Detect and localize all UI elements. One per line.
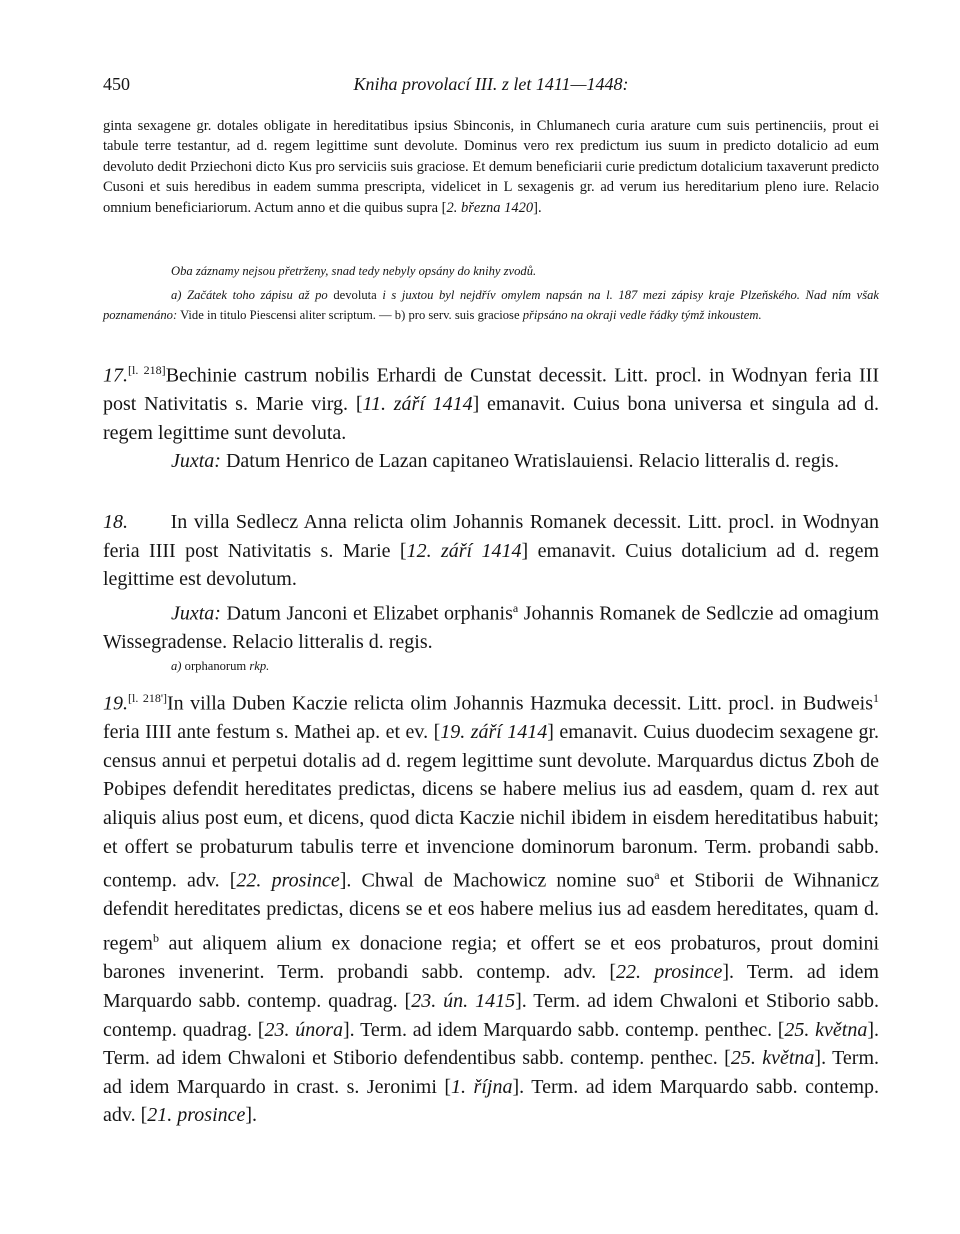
date: 12. září 1414 [406,539,522,562]
date: 19. září 1414 [440,721,548,744]
entry-number: 18. [103,511,128,533]
folio-marker: [l. 218'] [128,691,167,705]
footnote-top: a) Začátek toho zápisu až po devoluta i s juxtou byl nejdřív omylem napsán na l. 187 mezi zápisy kraje Plzeňského. Nad ním však poznamenáno: Vide in titulo Piescensi aliter scriptum. — b) pro serv. suis graciose připsáno na okraji vedle řádky týmž inkoustem. [103,288,879,322]
entry-18-footnote: a) orphanorum rkp. [171,658,270,673]
running-title: Kniha provolací III. z let 1411—1448: [353,74,629,94]
entry-18-text: 18. In villa Sedlecz Anna relicta olim Johannis Romanek decessit. Litt. procl. in Wodnyan feria IIII post Nativitatis s. Marie [12. září 1414] emanavit. Cuius dotalicium ad d. regem legittime est devolutum. [103,511,880,591]
folio-marker: [l. 218] [128,363,166,377]
date: 25. května [730,1047,815,1070]
date: 25. května [784,1018,868,1041]
date: 22. prosince [616,961,723,984]
running-header [103,74,879,98]
entry-number: 19. [103,692,128,715]
date: 21. prosince [147,1104,246,1127]
entry-18 [103,508,879,676]
page-number: 450 [103,74,130,94]
entry-17-juxta: Juxta: Datum Henrico de Lazan capitaneo Wratislauiensi. Relacio litteralis d. regis. [171,450,840,473]
entry-17-text: 17.[l. 218]Bechinie castrum nobilis Erhardi de Cunstat decessit. Litt. procl. in Wodnyan feria III post Nativitatis s. Marie virg. [11. září 1414] emanavit. Cuius bona universa et singula ad d. regem legittime sunt devoluta. [103,363,880,444]
entry-18-juxta: Juxta: Datum Janconi et Elizabet orphanis$^a$ Johannis Romanek de Sedlczie ad omagium Wissegradense. Relacio litteralis d. regis. [103,600,880,654]
date: 22. prosince [236,869,340,892]
date: 1. října [451,1075,513,1098]
date: 23. ún. 1415 [411,989,516,1012]
date: 11. září 1414 [362,393,473,416]
entry-number: 17. [103,364,128,387]
top-paragraph: ginta sexagene gr. dotales obligate in hereditatibus ipsius Sbinconis, in Chlumanech curia arature cum suis pertinenciis, prout ei tabule terre testantur, ad d. regem legittime sunt devolute. Dominus vero rex predictum ius suum in predicto dotalicio ad eum devoluto dedit Prziechoni dicto Kus pro serviciis suis graciose. Et demum beneficiarii curie predictum dotalicium taxaverunt predicto Cusoni et suis heredibus in eadem summa prescripta, videlicet in L sexagenis gr. ad verum ius hereditarium pleno iure. Relacio omnium beneficiariorum. Actum anno et die quibus supra [2. března 1420]. [103,118,879,216]
date: 2. března 1420 [446,199,534,216]
entry-17 [103,356,879,476]
entry-19: 19.[l. 218']In villa Duben Kaczie relicta olim Johannis Hazmuka decessit. Litt. procl. in Budweis$^1$ feria IIII ante festum s. Mathei ap. et ev. [19. září 1414] emanavit. Cuius duodecim sexagene gr. census annui et perpetui dotalis ad d. regem legittime sunt devolute. Marquardus dictus Zboh de Pobipes defendit hereditates predictas, dicens se habere melius ius ad easdem, quam d. rex aut aliquis alius post eum, et dicens, quod dicta Kaczie nichil ibidem in eisdem hereditatibus habuit; et offert se probaturum tabulis terre et invencione dominorum baronum. Term. probandi sabb. contemp. adv. [22. prosince]. Chwal de Machowicz nomine suo$^a$ et Stiborii de Wihnanicz defendit hereditates predictas, dicens se et eos habere melius ius ad easdem hereditates, quam d. regem$^b$ aut aliquem alium ex donacione regia; et offert se et eos probaturos, prout domini barones invenerint. Term. probandi sabb. contemp. adv. [22. prosince]. Term. ad idem Marquardo sabb. contemp. quadrag. [23. ún. 1415]. Term. ad idem Chwaloni et Stiborio sabb. contemp. quadrag. [23. února]. Term. ad idem Marquardo sabb. contemp. penthec. [25. května]. Term. ad idem Chwaloni et Stiborio defendentibus sabb. contemp. penthec. [25. května]. Term. ad idem Marquardo in crast. s. Jeronimi [1. října]. Term. ad idem Marquardo sabb. contemp. adv. [21. prosince]. [103,691,880,1127]
editor-note: Oba záznamy nejsou přetrženy, snad tedy nebyly opsány do knihy zvodů. [171,264,537,278]
date: 23. února [264,1018,344,1041]
